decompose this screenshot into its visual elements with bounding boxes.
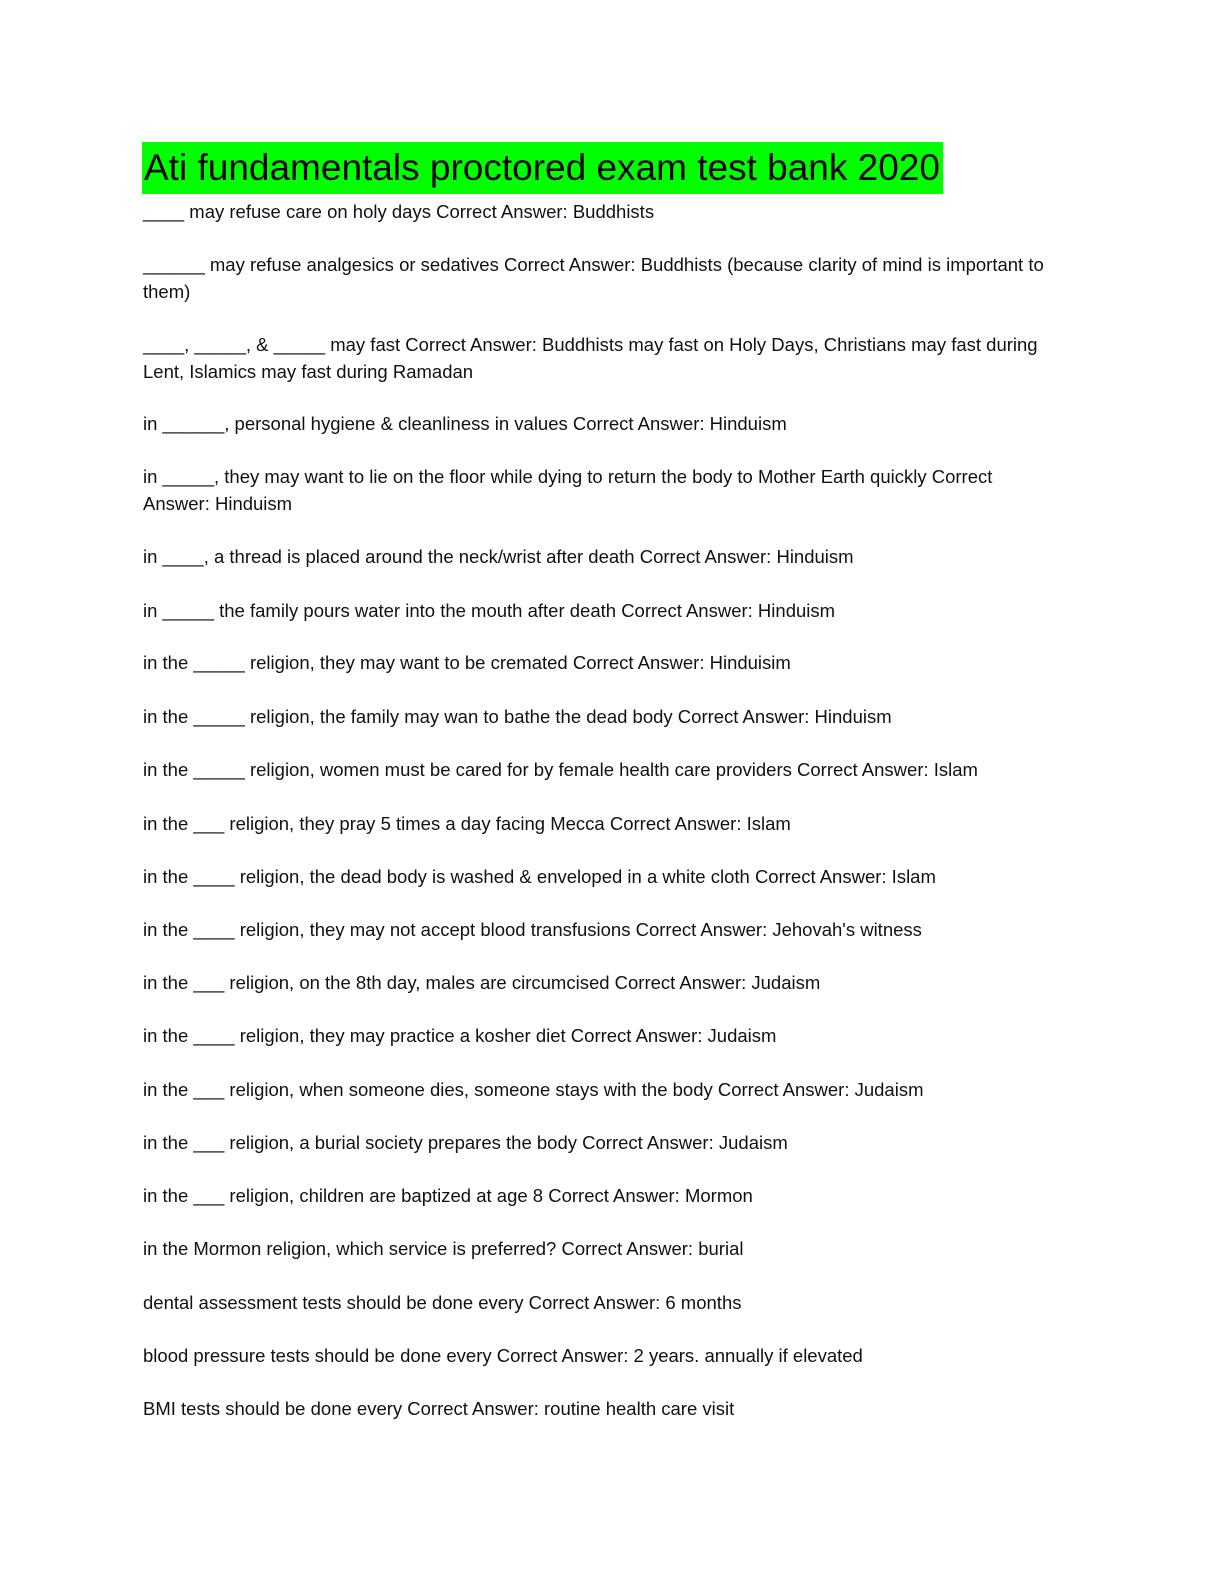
qa-entry-1: ____ may refuse care on holy days Correct Answer: Buddhists	[143, 201, 655, 222]
qa-entry-11: in the ___ religion, they pray 5 times a day facing Mecca Correct Answer: Islam	[143, 813, 791, 834]
document-title: Ati fundamentals proctored exam test bank 2020	[142, 142, 943, 194]
qa-entry-7: in _____ the family pours water into the mouth after death Correct Answer: Hinduism	[143, 600, 836, 621]
qa-entry-2: ______ may refuse analgesics or sedatives Correct Answer: Buddhists (because clarity of mind is important to them)	[143, 254, 1044, 302]
qa-entry-15: in the ____ religion, they may practice a kosher diet Correct Answer: Judaism	[143, 1025, 777, 1046]
qa-entry-20: dental assessment tests should be done every Correct Answer: 6 months	[143, 1292, 742, 1313]
qa-entry-22: BMI tests should be done every Correct Answer: routine health care visit	[143, 1398, 735, 1419]
qa-entry-8: in the _____ religion, they may want to be cremated Correct Answer: Hinduisim	[143, 652, 791, 673]
qa-entry-3: ____, _____, & _____ may fast Correct Answer: Buddhists may fast on Holy Days, Christians may fast during Lent, Islamics may fast during Ramadan	[143, 334, 1038, 382]
qa-entry-9: in the _____ religion, the family may wan to bathe the dead body Correct Answer: Hinduism	[143, 706, 892, 727]
qa-entry-5: in _____, they may want to lie on the floor while dying to return the body to Mother Earth quickly Correct Answer: Hinduism	[143, 466, 993, 514]
qa-entry-21: blood pressure tests should be done every Correct Answer: 2 years. annually if elevated	[143, 1345, 863, 1366]
qa-entry-16: in the ___ religion, when someone dies, someone stays with the body Correct Answer: Judaism	[143, 1079, 924, 1100]
qa-entry-18: in the ___ religion, children are baptized at age 8 Correct Answer: Mormon	[143, 1185, 753, 1206]
qa-entry-6: in ____, a thread is placed around the neck/wrist after death Correct Answer: Hinduism	[143, 546, 854, 567]
qa-entry-19: in the Mormon religion, which service is preferred? Correct Answer: burial	[143, 1238, 744, 1259]
qa-entry-13: in the ____ religion, they may not accept blood transfusions Correct Answer: Jehovah's witness	[143, 919, 922, 940]
qa-entry-4: in ______, personal hygiene & cleanliness in values Correct Answer: Hinduism	[143, 413, 787, 434]
qa-entry-14: in the ___ religion, on the 8th day, males are circumcised Correct Answer: Judaism	[143, 972, 821, 993]
qa-entry-10: in the _____ religion, women must be cared for by female health care providers Correct Answer: Islam	[143, 759, 978, 780]
qa-entry-12: in the ____ religion, the dead body is washed & enveloped in a white cloth Correct Answer: Islam	[143, 866, 936, 887]
qa-entry-17: in the ___ religion, a burial society prepares the body Correct Answer: Judaism	[143, 1132, 788, 1153]
